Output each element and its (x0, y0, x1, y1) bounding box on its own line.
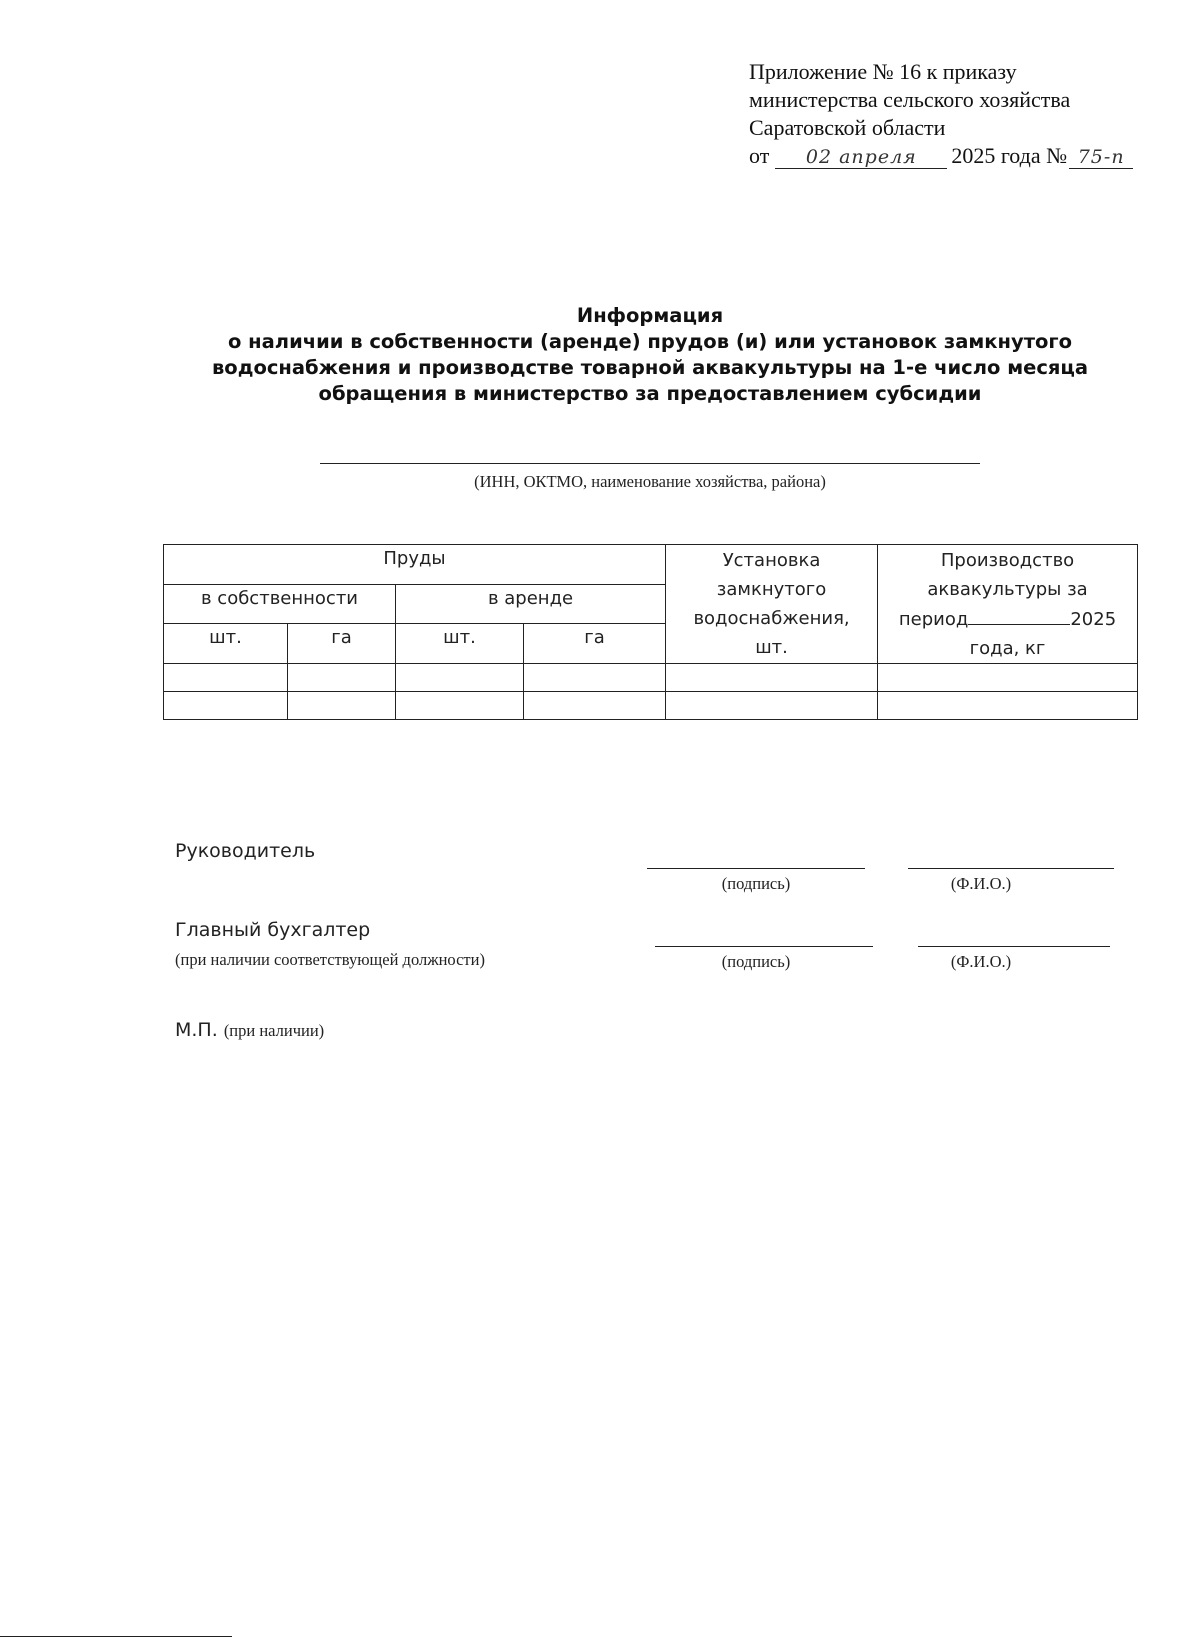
head-label: Руководитель (175, 840, 316, 862)
aquaculture-table (163, 544, 1138, 720)
owned-ha-header: га (288, 624, 396, 664)
leased-header: в аренде (396, 584, 666, 624)
head-name-line (908, 868, 1114, 869)
production-header (878, 545, 1138, 664)
title-heading: Информация (576, 304, 724, 327)
appendix-line-1: Приложение № 16 к приказу (749, 59, 1017, 84)
installation-line-4: шт. (755, 637, 788, 658)
table-cell[interactable] (878, 664, 1138, 692)
installation-line-1: Установка (722, 550, 821, 571)
table-cell[interactable] (288, 692, 396, 720)
appendix-date-line (749, 142, 1133, 170)
stamp-label: М.П. (175, 1019, 218, 1041)
installation-line-3: водоснабжения, (693, 608, 850, 629)
ponds-header: Пруды (164, 545, 666, 585)
head-sign-caption: (подпись) (721, 874, 791, 893)
production-line-1: Производство (940, 550, 1075, 571)
leased-pcs-header: шт. (396, 624, 524, 664)
accountant-name-line (918, 946, 1110, 947)
document-title (150, 303, 1150, 407)
table-cell[interactable] (666, 664, 878, 692)
org-fill-line (320, 463, 980, 464)
accountant-name-caption: (Ф.И.О.) (950, 952, 1012, 971)
table-row (164, 692, 1138, 720)
org-caption: (ИНН, ОКТМО, наименование хозяйства, района) (474, 472, 826, 491)
table-row (164, 664, 1138, 692)
installation-line-2: замкнутого (716, 579, 827, 600)
production-line-2: аквакультуры за (927, 579, 1088, 600)
table-cell[interactable] (288, 664, 396, 692)
production-period: период (898, 609, 969, 630)
production-line-4: года, кг (969, 638, 1046, 659)
stamp-note: (при наличии) (223, 1021, 325, 1040)
title-line-2: водоснабжения и производстве товарной аквакультуры на 1-е число месяца (211, 356, 1089, 379)
production-year: 2025 (1070, 609, 1117, 630)
table-cell[interactable] (164, 692, 288, 720)
table-cell[interactable] (396, 692, 524, 720)
installation-header (666, 545, 878, 664)
owned-pcs-header: шт. (164, 624, 288, 664)
stamp-place (175, 1019, 324, 1041)
table-cell[interactable] (524, 664, 666, 692)
production-period-line (878, 604, 1137, 634)
table-cell[interactable] (164, 664, 288, 692)
title-line-1: о наличии в собственности (аренде) прудов (и) или установок замкнутого (227, 330, 1073, 353)
table-cell[interactable] (396, 664, 524, 692)
footer-rule (0, 1636, 232, 1637)
number-prefix: № (1046, 143, 1068, 168)
handwritten-number: 75-п (1069, 146, 1133, 169)
leased-ha-header: га (524, 624, 666, 664)
head-name-caption: (Ф.И.О.) (950, 874, 1012, 893)
appendix-line-3: Саратовской области (749, 115, 946, 140)
period-fill-blank (968, 604, 1070, 625)
date-prefix: от (749, 143, 770, 168)
appendix-reference (749, 58, 1133, 170)
owned-header: в собственности (164, 584, 396, 624)
year-text: 2025 года (951, 143, 1041, 168)
accountant-sign-caption: (подпись) (721, 952, 791, 971)
title-line-3: обращения в министерство за предоставлением субсидии (318, 382, 982, 405)
appendix-line-2: министерства сельского хозяйства (749, 87, 1071, 112)
table-cell[interactable] (524, 692, 666, 720)
accountant-label: Главный бухгалтер (175, 919, 371, 941)
table-cell[interactable] (666, 692, 878, 720)
handwritten-date: 02 апреля (775, 146, 947, 169)
accountant-note: (при наличии соответствующей должности) (175, 950, 485, 969)
accountant-signature-line (655, 946, 873, 947)
table-cell[interactable] (878, 692, 1138, 720)
head-signature-line (647, 868, 865, 869)
